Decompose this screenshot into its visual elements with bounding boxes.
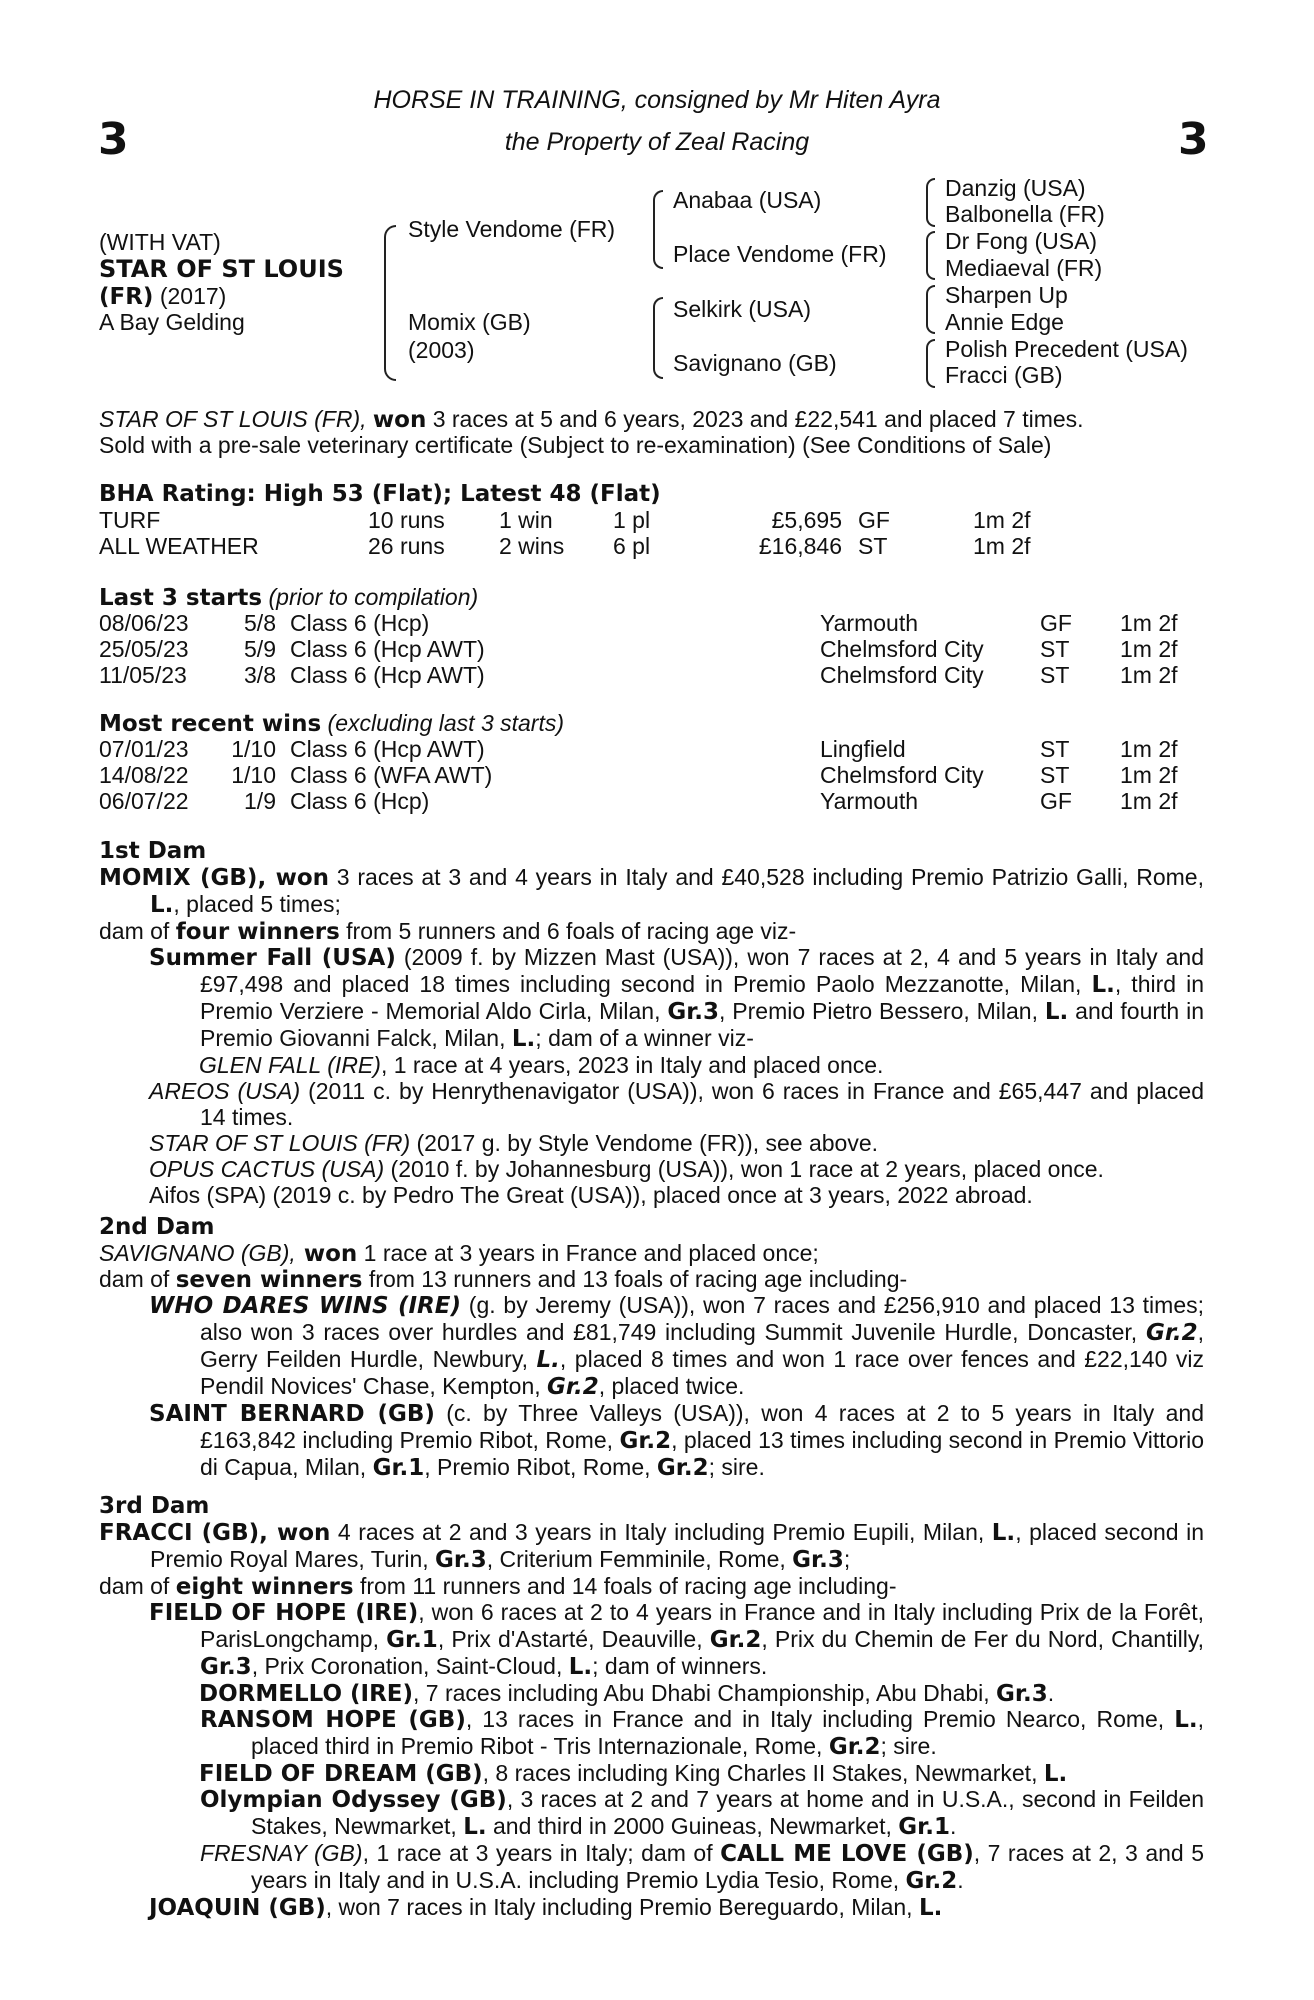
- dam3-heading: 3rd Dam: [99, 1493, 210, 1519]
- dam2-record: 1 race at 3 years in France and placed once;: [357, 1240, 819, 1266]
- dam3-gr3b: Gr.3: [792, 1547, 844, 1573]
- dam1-areos: [99, 1078, 1204, 1130]
- recent-race: Class 6 (Hcp AWT): [290, 736, 485, 762]
- pedigree-sss: Danzig (USA): [945, 175, 1086, 201]
- horse-suffix-year: [99, 283, 226, 310]
- dam3-t1: 4 races at 2 and 3 years in Italy including Premio Eupili, Milan,: [330, 1519, 992, 1545]
- dam1-record: 3 races at 3 and 4 years in Italy and £40,528 including Premio Patrizio Galli,: [329, 864, 1129, 890]
- last3-heading: Last 3 starts: [99, 585, 263, 611]
- last3-note: (prior to compilation): [268, 584, 479, 610]
- recent-table: [99, 736, 1209, 814]
- who-dares-name: WHO DARES WINS (IRE): [149, 1293, 461, 1319]
- pedigree-brace-sire: [653, 190, 663, 269]
- summer-fall-t2: Italy and £97,498 and placed 18 times including second in Premio Paolo Mezzanotte,: [200, 944, 1205, 997]
- dam2-produce-a: dam of: [99, 1266, 176, 1292]
- pedigree-dam: Momix (GB): [408, 309, 531, 335]
- dam3-produce-a: dam of: [99, 1573, 176, 1599]
- rating-going: GF: [858, 507, 890, 533]
- joaquin-L: L.: [918, 1895, 943, 1921]
- who-dares-gr2b: Gr.2: [547, 1374, 599, 1400]
- last3-dist: 1m 2f: [1120, 610, 1178, 636]
- dam3-produce-winners: eight winners: [175, 1574, 354, 1600]
- pedigree-brace-dd: [926, 339, 935, 388]
- field-of-hope-t1: , won 6 races at 2 to 4 years in France and in Italy including Prix de: [418, 1599, 1113, 1625]
- recent-date: 14/08/22: [99, 762, 189, 788]
- who-dares-t3c: , placed 8 times and won 1 race: [559, 1346, 900, 1372]
- dam1-intro: [99, 864, 1204, 918]
- areos-name: AREOS (USA): [149, 1078, 301, 1104]
- saint-bernard-gr2: Gr.2: [619, 1428, 672, 1454]
- fresnay-gr2: Gr.2: [905, 1868, 958, 1894]
- dam2-won: won: [295, 1241, 358, 1267]
- pedigree-ddd: Fracci (GB): [945, 362, 1063, 388]
- field-of-dream-name: FIELD OF DREAM (GB): [199, 1761, 483, 1787]
- dam3-produce: [99, 1573, 1204, 1599]
- last3-going: ST: [1040, 636, 1070, 662]
- summer-fall-L3: L.: [511, 1026, 536, 1052]
- rating-distance: 1m 2f: [973, 507, 1031, 533]
- fresnay-t2: , 7 races at 2,: [973, 1840, 1118, 1866]
- dam2-who-dares: [99, 1292, 1204, 1400]
- dam1-summer-fall: [99, 944, 1204, 1052]
- dam1-star: [99, 1130, 1204, 1156]
- rating-runs: 10 runs: [368, 507, 445, 533]
- lot-number-left: 3: [98, 114, 129, 165]
- summary-won: won: [372, 407, 427, 433]
- dam3-t1c: , placed: [1015, 1519, 1097, 1545]
- last3-pos: 5/9: [244, 636, 276, 662]
- dam2-intro: [99, 1240, 1204, 1266]
- summer-fall-gr3: Gr.3: [667, 999, 720, 1025]
- dam3-gr3: Gr.3: [435, 1547, 487, 1573]
- summer-fall-t3b: , third in Premio Verziere - Memorial Aldo Cirla, Milan,: [200, 971, 1204, 1024]
- horse-description: A Bay Gelding: [99, 309, 245, 335]
- saint-bernard-t3b: , Premio Ribot, Rome,: [424, 1454, 657, 1480]
- rating-prize: £16,846: [758, 533, 842, 559]
- last3-table: [99, 610, 1209, 688]
- dormello-t1: , 7 races including Abu Dhabi Championship, Abu Dhabi,: [413, 1680, 997, 1706]
- dam3-t2a: second in Premio Royal Mares, Turin,: [150, 1519, 1204, 1572]
- ransom-hope-gr2: Gr.2: [828, 1734, 881, 1760]
- last3-race: Class 6 (Hcp AWT): [290, 662, 485, 688]
- vat-label: (WITH VAT): [99, 229, 221, 255]
- olympian-odyssey-t2b: and third in 2000 Guineas, Newmarket,: [486, 1813, 899, 1839]
- pedigree-ssd: Balbonella (FR): [945, 201, 1105, 227]
- field-of-hope-t2c: , Prix du Chemin de Fer: [761, 1626, 1008, 1652]
- dam3-name: FRACCI (GB), won: [99, 1520, 331, 1546]
- dam1-listed: L.: [150, 892, 174, 918]
- rating-section: [99, 481, 1204, 507]
- horse-year: (2017): [159, 283, 227, 309]
- olympian-odyssey-L: L.: [463, 1814, 487, 1840]
- last3-race: Class 6 (Hcp): [290, 610, 430, 636]
- ransom-hope-t2a: Rome,: [1096, 1706, 1175, 1732]
- areos-t1: (2011 c. by Henrythenavigator (USA)), won 6 races in France and £65,447: [300, 1078, 1082, 1104]
- pedigree-sd: Place Vendome (FR): [673, 241, 887, 267]
- recent-course: Yarmouth: [820, 788, 919, 814]
- summer-fall-L1: L.: [1091, 972, 1115, 998]
- ransom-hope-t1: , 13 races in France and in Italy including Premio Nearco,: [465, 1706, 1087, 1732]
- last3-course: Chelmsford City: [820, 636, 984, 662]
- dam2-heading: 2nd Dam: [99, 1214, 215, 1240]
- dam2-produce-c: from 13 runners and 13 foals of racing age including-: [362, 1266, 908, 1292]
- areos-t2: and placed 14 times.: [200, 1078, 1205, 1130]
- ransom-hope-L: L.: [1174, 1707, 1198, 1733]
- pedigree-sire: Style Vendome (FR): [408, 216, 616, 242]
- saint-bernard-t2b: , placed 13 times including second in: [671, 1427, 1048, 1453]
- last3-going: ST: [1040, 662, 1070, 688]
- last3-dist: 1m 2f: [1120, 662, 1178, 688]
- last3-pos: 5/8: [244, 610, 276, 636]
- recent-date: 06/07/22: [99, 788, 189, 814]
- pedigree-dam-year: (2003): [408, 337, 475, 363]
- rating-prize: £5,695: [771, 507, 842, 533]
- field-of-hope-name: FIELD OF HOPE (IRE): [149, 1600, 419, 1626]
- last3-date: 08/06/23: [99, 610, 189, 636]
- pedigree-dss: Sharpen Up: [945, 282, 1068, 308]
- dam3-field-of-dream: [99, 1760, 1204, 1786]
- olympian-odyssey-t1: , 3 races at 2 and 7 years at home and in U.S.A., second in: [506, 1786, 1122, 1812]
- dam1-produce-a: dam of: [99, 918, 176, 944]
- field-of-hope-t2b: , Prix d'Astarté, Deauville,: [437, 1626, 710, 1652]
- dam2-section: [99, 1214, 1204, 1481]
- summary-text: 3 races at 5 and 6 years, 2023 and £22,541 and placed 7 times.: [426, 406, 1084, 432]
- who-dares-t1: (g. by Jeremy (USA)), won 7 races and £256,910 and placed: [461, 1292, 1102, 1318]
- rating-wins: 2 wins: [499, 533, 565, 559]
- dam1-glen-fall: [99, 1052, 1204, 1078]
- pedigree-dds: Polish Precedent (USA): [945, 336, 1188, 362]
- last3-course: Chelmsford City: [820, 662, 984, 688]
- dam3-t2c: ;: [843, 1546, 851, 1572]
- last3-course: Yarmouth: [820, 610, 919, 636]
- rating-heading: BHA Rating: High 53 (Flat); Latest 48 (Flat): [99, 481, 661, 507]
- dormello-gr3: Gr.3: [996, 1681, 1048, 1707]
- recent-dist: 1m 2f: [1120, 736, 1178, 762]
- summer-fall-t1: (2009 f. by Mizzen Mast (USA)), won 7 races at 2, 4 and 5 years in: [395, 944, 1108, 970]
- saint-bernard-gr1: Gr.1: [372, 1455, 425, 1481]
- summer-fall-t4b: and fourth in Premio Giovanni Falck, Milan,: [200, 998, 1204, 1051]
- saint-bernard-t2a: and £163,842 including Premio Ribot, Rome,: [200, 1400, 1204, 1453]
- rating-wins: 1 win: [499, 507, 553, 533]
- pedigree-brace-main: [384, 225, 396, 381]
- recent-going: ST: [1040, 736, 1070, 762]
- last3-date: 25/05/23: [99, 636, 189, 662]
- saint-bernard-t3c: ; sire.: [708, 1454, 765, 1480]
- pedigree-brace-sd: [926, 231, 935, 280]
- pedigree-ss: Anabaa (USA): [673, 187, 822, 213]
- joaquin-name: JOAQUIN (GB): [149, 1895, 326, 1921]
- pedigree-sds: Dr Fong (USA): [945, 228, 1098, 254]
- dam3-ransom-hope: [99, 1706, 1204, 1760]
- last3-race: Class 6 (Hcp AWT): [290, 636, 485, 662]
- last3-going: GF: [1040, 610, 1072, 636]
- olympian-odyssey-gr1: Gr.1: [898, 1814, 950, 1840]
- rating-distance: 1m 2f: [973, 533, 1031, 559]
- olympian-odyssey-t2c: .: [949, 1813, 957, 1839]
- recent-going: GF: [1040, 788, 1072, 814]
- saint-bernard-t1: (c. by Three Valleys (USA)), won 4 races at 2 to 5 years in Italy: [434, 1400, 1155, 1426]
- who-dares-L: L.: [536, 1347, 560, 1373]
- joaquin-t1: , won 7 races in Italy including Premio Bereguardo, Milan,: [325, 1894, 919, 1920]
- fresnay-t3a: 3 and 5 years in Italy and in U.S.A. including Premio Lydia Tesio, Rome,: [251, 1840, 1205, 1893]
- summary: [99, 406, 1204, 458]
- who-dares-t3a: Doncaster,: [1027, 1319, 1146, 1345]
- dam3-produce-c: from 11 runners and 14 foals of racing age including-: [353, 1573, 897, 1599]
- last3-dist: 1m 2f: [1120, 636, 1178, 662]
- dam3-joaquin: [99, 1894, 1204, 1920]
- rating-places: 6 pl: [613, 533, 651, 559]
- field-of-hope-t3c: ; dam of winners.: [592, 1653, 768, 1679]
- dormello-name: DORMELLO (IRE): [199, 1681, 414, 1707]
- dam1-name: MOMIX (GB), won: [99, 865, 330, 891]
- fresnay-name: FRESNAY (GB): [200, 1840, 363, 1866]
- summer-fall-name: Summer Fall (USA): [149, 945, 396, 971]
- recent-heading-row: [99, 710, 564, 737]
- summary-name: STAR OF ST LOUIS (FR),: [99, 406, 367, 432]
- dam3-olympian-odyssey: [99, 1786, 1204, 1840]
- dam3-fresnay: [99, 1840, 1204, 1894]
- opus-name: OPUS CACTUS (USA): [149, 1156, 385, 1182]
- field-of-hope-gr1: Gr.1: [386, 1627, 438, 1653]
- field-of-dream-L: L.: [1043, 1761, 1068, 1787]
- dam2-saint-bernard: [99, 1400, 1204, 1481]
- who-dares-t4b: , placed twice.: [598, 1373, 745, 1399]
- recent-course: Chelmsford City: [820, 762, 984, 788]
- rating-runs: 26 runs: [368, 533, 445, 559]
- field-of-dream-t1: , 8 races including King Charles II Stakes, Newmarket,: [482, 1760, 1044, 1786]
- recent-pos: 1/10: [231, 736, 276, 762]
- recent-note: (excluding last 3 starts): [327, 710, 565, 736]
- dam1-heading: 1st Dam: [99, 838, 207, 864]
- rating-going: ST: [858, 533, 888, 559]
- pedigree-dd: Savignano (GB): [673, 350, 837, 376]
- summer-fall-t4a: Bessero, Milan,: [879, 998, 1045, 1024]
- recent-dist: 1m 2f: [1120, 788, 1178, 814]
- who-dares-gr2: Gr.2: [1145, 1320, 1198, 1346]
- dam1-place: Rome,: [1136, 864, 1204, 890]
- field-of-hope-gr2: Gr.2: [709, 1627, 762, 1653]
- recent-date: 07/01/23: [99, 736, 189, 762]
- recent-dist: 1m 2f: [1120, 762, 1178, 788]
- fresnay-t1: , 1 race at 3 years in Italy; dam of: [362, 1840, 721, 1866]
- opus-text: (2010 f. by Johannesburg (USA)), won 1 race at 2 years, placed once.: [384, 1156, 1104, 1182]
- dam1-aifos: Aifos (SPA) (2019 c. by Pedro The Great (USA)), placed once at 3 years, 2022 abroad.: [149, 1182, 1033, 1208]
- field-of-hope-t3a: du Nord, Chantilly,: [1015, 1626, 1204, 1652]
- summary-vet: Sold with a pre-sale veterinary certificate (Subject to re-examination) (See Conditions of Sale): [99, 432, 1052, 458]
- pedigree-brace-dam: [653, 297, 663, 379]
- dam1-section: [99, 838, 1204, 1208]
- rating-surface: ALL WEATHER: [99, 533, 259, 559]
- star-text: (2017 g. by Style Vendome (FR)), see above.: [410, 1130, 879, 1156]
- dam3-field-of-hope: [99, 1599, 1204, 1680]
- recent-race: Class 6 (WFA AWT): [290, 762, 493, 788]
- dam2-produce: [99, 1266, 1204, 1292]
- dam1-produce-c: from 5 runners and 6 foals of racing age viz-: [339, 918, 797, 944]
- olympian-odyssey-name: Olympian Odyssey (GB): [200, 1787, 507, 1813]
- pedigree-sdd: Mediaeval (FR): [945, 255, 1103, 281]
- who-dares-t3b: , Gerry Feilden Hurdle, Newbury,: [200, 1319, 1205, 1372]
- summer-fall-t3c: , Premio Pietro: [719, 998, 873, 1024]
- pedigree-brace-ss: [926, 178, 935, 227]
- dam1-produce-winners: four winners: [175, 919, 340, 945]
- dam2-name: SAVIGNANO (GB),: [99, 1240, 296, 1266]
- dormello-t2: .: [1047, 1680, 1055, 1706]
- recent-heading: Most recent wins: [99, 711, 322, 737]
- recent-race: Class 6 (Hcp): [290, 788, 430, 814]
- field-of-hope-t2a: la Forêt, ParisLongchamp,: [200, 1599, 1205, 1652]
- header-property: the Property of Zeal Racing: [504, 128, 810, 156]
- summer-fall-L2: L.: [1044, 999, 1069, 1025]
- saint-bernard-name: SAINT BERNARD (GB): [149, 1401, 435, 1427]
- who-dares-t2: 13 times; also won 3 races over hurdles and £81,749 including Summit Juvenile Hurdle,: [200, 1292, 1205, 1345]
- pedigree-dsd: Annie Edge: [945, 309, 1064, 335]
- summer-fall-t4c: ; dam of a winner viz-: [535, 1025, 754, 1051]
- glen-fall-text: , 1 race at 4 years, 2023 in Italy and placed once.: [380, 1052, 884, 1078]
- field-of-hope-gr3: Gr.3: [200, 1654, 252, 1680]
- last3-heading-row: [99, 584, 478, 611]
- recent-pos: 1/9: [244, 788, 276, 814]
- recent-pos: 1/10: [231, 762, 276, 788]
- field-of-hope-L: L.: [568, 1654, 593, 1680]
- dam3-intro: [99, 1519, 1204, 1573]
- dam3-dormello: [99, 1680, 1204, 1706]
- dam3-t2b: , Criterium Femminile, Rome,: [486, 1546, 793, 1572]
- who-dares-t4a: over fences and £22,140 viz Pendil Novices' Chase, Kempton,: [200, 1346, 1204, 1399]
- pedigree-brace-ds: [926, 285, 935, 334]
- rating-places: 1 pl: [613, 507, 651, 533]
- pedigree-ds: Selkirk (USA): [673, 296, 812, 322]
- rating-surface: TURF: [99, 507, 161, 533]
- ransom-hope-t2c: ; sire.: [880, 1733, 937, 1759]
- horse-suffix: (FR): [99, 284, 154, 310]
- dam2-produce-winners: seven winners: [175, 1267, 363, 1293]
- call-me-love-name: CALL ME LOVE (GB): [720, 1841, 974, 1867]
- glen-fall-name: GLEN FALL (IRE): [199, 1052, 381, 1078]
- lot-number-right: 3: [1178, 114, 1209, 165]
- star-name: STAR OF ST LOUIS (FR): [149, 1130, 411, 1156]
- summer-fall-t3a: Milan,: [1020, 971, 1092, 997]
- horse-name: STAR OF ST LOUIS: [99, 255, 344, 283]
- dam3-L: L.: [991, 1520, 1016, 1546]
- dam3-section: [99, 1493, 1204, 1920]
- saint-bernard-gr2b: Gr.2: [656, 1455, 709, 1481]
- dam1-opus: [99, 1156, 1204, 1182]
- field-of-hope-t3b: , Prix Coronation, Saint-Cloud,: [251, 1653, 569, 1679]
- ransom-hope-name: RANSOM HOPE (GB): [200, 1707, 466, 1733]
- dam1-produce: [99, 918, 1204, 944]
- header-consigned: HORSE IN TRAINING, consigned by Mr Hiten Ayra: [373, 86, 941, 114]
- saint-bernard-t3a: Premio Vittorio di Capua, Milan,: [200, 1427, 1204, 1480]
- recent-going: ST: [1040, 762, 1070, 788]
- ransom-hope-t2b: , placed third in Premio Ribot - Tris Internazionale, Rome,: [251, 1706, 1205, 1759]
- olympian-odyssey-t2a: Feilden Stakes, Newmarket,: [251, 1786, 1205, 1839]
- recent-course: Lingfield: [820, 736, 906, 762]
- fresnay-t3b: .: [957, 1867, 964, 1893]
- last3-pos: 3/8: [244, 662, 276, 688]
- dam1-placed: , placed 5 times;: [173, 891, 341, 917]
- last3-date: 11/05/23: [99, 662, 187, 688]
